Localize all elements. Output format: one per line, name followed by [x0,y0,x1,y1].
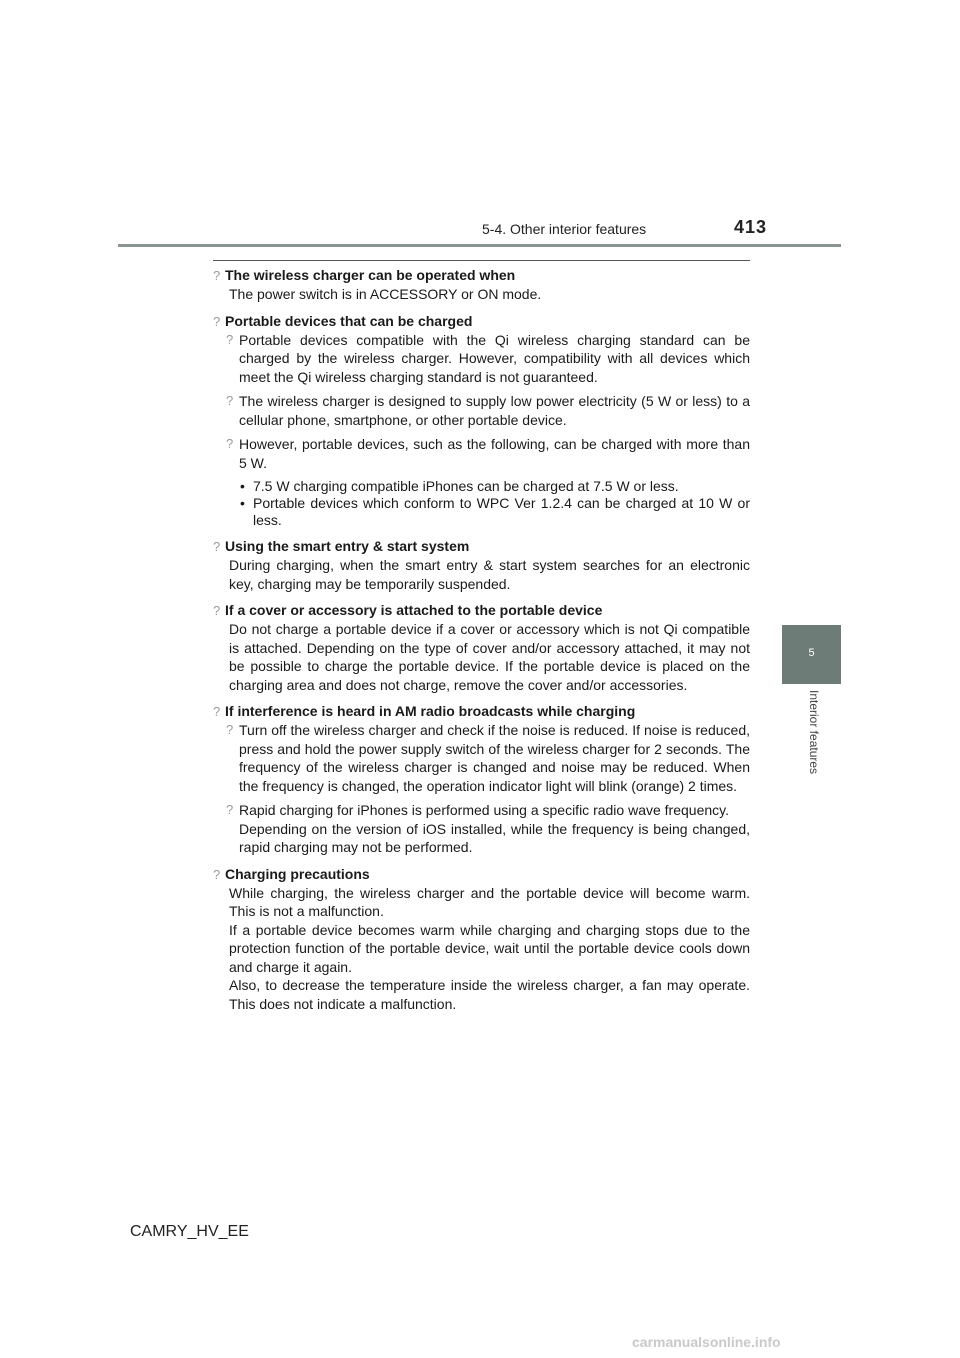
note-item [213,266,750,304]
paragraph: If a portable device becomes warm while charging and charging stops due to the protection function of the portable device, wait until the portable device cools down and charge it again. [229,921,750,975]
sub-note [213,801,750,857]
question-marker-icon: ? [226,331,234,347]
bullet-text: 7.5 W charging compatible iPhones can be charged at 7.5 W or less. [253,478,679,494]
sub-note-text: Rapid charging for iPhones is performed using a specific radio wave frequency. [239,802,729,818]
note-heading [213,312,750,331]
question-marker-icon: ? [213,866,221,882]
question-marker-icon: ? [213,268,221,283]
note-item [213,537,750,593]
question-marker-icon: ? [226,802,234,817]
sub-note-text: The wireless charger is designed to supply low power electricity (5 W or less) to a cellular phone, smartphone, or other portable device. [239,393,750,428]
site-watermark[interactable]: carmanualsonline.info [632,1334,781,1350]
manual-content [213,266,750,1021]
note-heading [213,601,750,620]
note-heading-text: Charging precautions [225,865,370,882]
bullet-item [213,478,750,495]
sub-note-text: However, portable devices, such as the following, can be charged with more than 5 W. [239,436,750,471]
question-marker-icon: ? [213,603,221,618]
question-marker-icon: ? [226,722,234,737]
paragraph: Do not charge a portable device if a cover or accessory which is not Qi compatible is attached. Depending on the type of cover and/or accessory attached, it may not be possible to charge the portable device. If the portable device is placed on the charging area and does not charge, remove the cover and/or accessories. [229,621,750,693]
bullet-text: Portable devices which conform to WPC Ver 1.2.4 can be charged at 10 W or less. [253,495,750,528]
note-item [213,702,750,857]
note-item [213,312,750,530]
paragraph: The power switch is in ACCESSORY or ON mode. [229,286,542,302]
chapter-tab [782,625,841,684]
note-heading [213,702,750,721]
question-marker-icon: ? [213,313,221,329]
note-heading [213,537,750,556]
sub-note-text: Turn off the wireless charger and check if the noise is reduced. If noise is reduced, press and hold the power supply switch of the wireless charger for 2 seconds. The frequency of the wireless charger is changed and noise may be reduced. When the frequency is changed, the operation indicator light will blink (orange) 2 times. [239,722,750,794]
question-marker-icon: ? [213,704,221,719]
content-divider [213,260,750,261]
paragraph: Also, to decrease the temperature inside the wireless charger, a fan may operate. This does not indicate a malfunction. [229,977,750,1012]
note-heading-text: The wireless charger can be operated when [225,267,516,283]
note-heading-text: Using the smart entry & start system [225,538,470,554]
question-marker-icon: ? [213,539,221,554]
note-heading-text: Portable devices that can be charged [225,312,473,329]
sub-note [213,435,750,472]
question-marker-icon: ? [226,393,234,408]
section-title: 5-4. Other interior features [482,221,647,237]
bullet-icon: • [240,495,245,511]
question-marker-icon: ? [226,436,234,451]
note-heading [213,266,750,285]
model-code: CAMRY_HV_EE [130,1223,249,1240]
paragraph: While charging, the wireless charger and the portable device will become warm. This is not a malfunction. [229,884,750,919]
note-item [213,601,750,694]
note-item [213,865,750,1014]
chapter-label: Interior features [807,690,821,775]
sub-note-text: Depending on the version of iOS installed, while the frequency is being changed, rapid charging may not be performed. [239,820,750,855]
note-body [213,556,750,593]
note-body [213,620,750,694]
page-number: 413 [734,217,768,237]
sub-note [213,721,750,795]
sub-note [213,331,750,387]
sub-note-text: Portable devices compatible with the Qi wireless charging standard can be charged by the wireless charger. However, compatibility with all devices which meet the Qi wireless charging standard is not guaranteed. [239,331,750,385]
paragraph: During charging, when the smart entry & start system searches for an electronic key, charging may be temporarily suspended. [229,557,750,592]
note-body [213,285,750,304]
header-divider [118,244,841,247]
chapter-number: 5 [808,647,815,659]
note-body [213,884,750,1014]
note-heading [213,865,750,884]
note-heading-text: If interference is heard in AM radio broadcasts while charging [225,703,636,719]
bullet-icon: • [240,478,245,494]
sub-note [213,392,750,429]
note-heading-text: If a cover or accessory is attached to the portable device [225,602,603,618]
bullet-item [213,495,750,529]
